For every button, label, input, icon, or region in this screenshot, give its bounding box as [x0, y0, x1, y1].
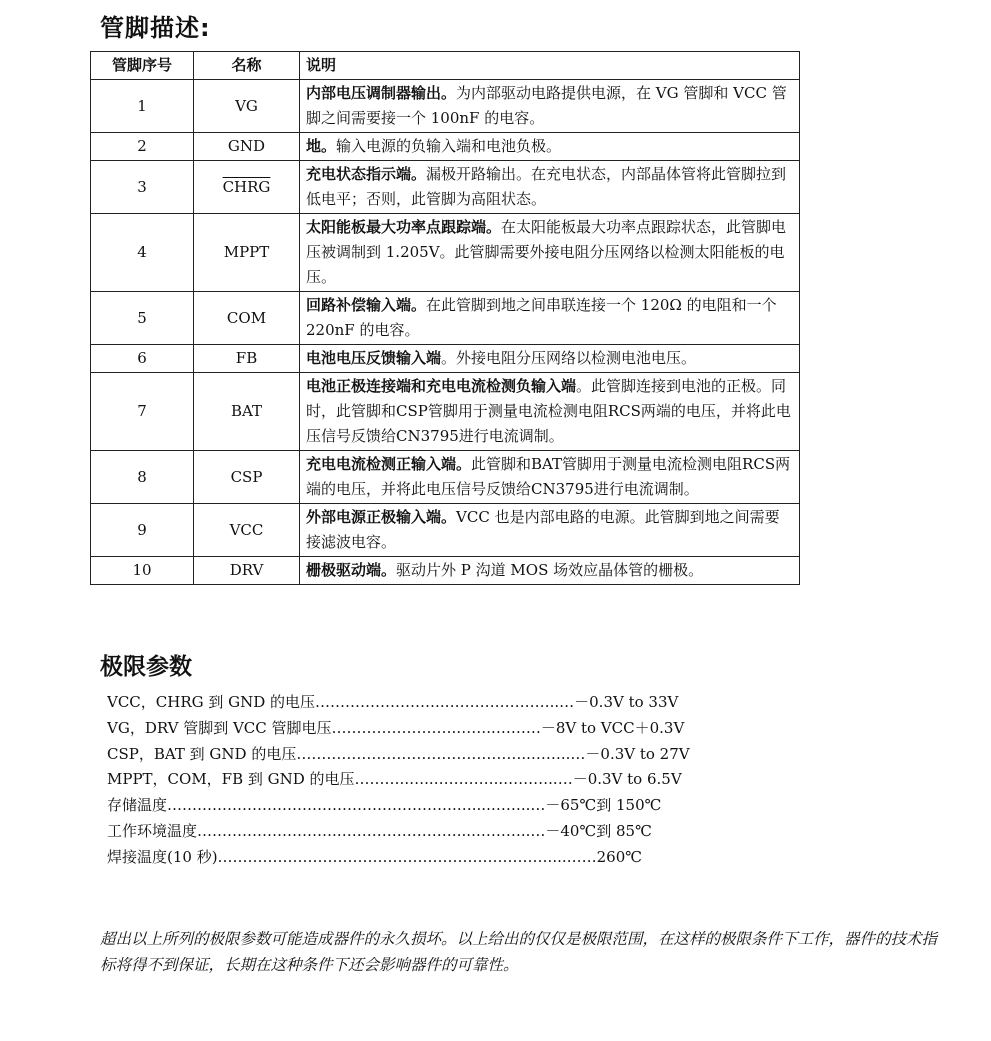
list-item: 存储温度………………………………………………….…....……..…－65℃到 150℃: [107, 796, 662, 815]
pin-name: VCC: [194, 504, 300, 557]
pin-name: MPPT: [194, 214, 300, 292]
pin-description: [300, 292, 800, 345]
table-row: [91, 504, 800, 557]
pin-description: [300, 214, 800, 292]
pin-detail: 。此管脚连接到电池的正极。同时，此管脚和CSP管脚用于测量电流检测电阻RCS两端的电压，并将此电压信号反馈给CN3795进行电流调制。: [306, 377, 791, 445]
pin-function: 太阳能板最大功率点跟踪端。: [306, 218, 502, 236]
pin-number: 9: [91, 504, 194, 557]
pin-function: 充电状态指示端。: [306, 165, 427, 183]
pin-description-table: [90, 51, 800, 585]
table-row: [91, 557, 800, 585]
table-row: [91, 345, 800, 373]
pin-detail: 输入电源的负输入端和电池负极。: [336, 137, 562, 155]
table-row: [91, 133, 800, 161]
pin-name: COM: [194, 292, 300, 345]
table-row: [91, 373, 800, 451]
list-item: 工作环境温度……………………….……………………....………..…－40℃到 85℃: [107, 821, 652, 840]
pin-detail: 驱动片外 P 沟道 MOS 场效应晶体管的栅极。: [396, 561, 704, 579]
list-item: 焊接温度(10 秒)…………………………………………………………....……260℃: [107, 847, 643, 866]
pin-detail: 在太阳能板最大功率点跟踪状态，此管脚电压被调制到 1.205V。此管脚需要外接电阻分压网络以检测太阳能板的电压。: [306, 218, 787, 286]
list-item: CSP，BAT 到 GND 的电压………………………………………..……..…－0.3V to 27V: [107, 744, 690, 763]
pin-number: 3: [91, 161, 194, 214]
header-pin-number: 管脚序号: [91, 52, 194, 80]
pin-description: [300, 451, 800, 504]
table-row: [91, 214, 800, 292]
pin-function: 回路补偿输入端。: [306, 296, 427, 314]
pin-function: 外部电源正极输入端。: [306, 508, 457, 526]
absolute-max-ratings-title: 极限参数: [100, 654, 192, 680]
pin-name: DRV: [194, 557, 300, 585]
list-item: MPPT，COM，FB 到 GND 的电压………..…..…………..………..…－0.3V to 6.5V: [107, 770, 682, 789]
pin-description: [300, 345, 800, 373]
pin-description: [300, 373, 800, 451]
pin-description: [300, 504, 800, 557]
pin-description: [300, 161, 800, 214]
pin-description: [300, 133, 800, 161]
pin-number: 1: [91, 80, 194, 133]
pin-name: CSP: [194, 451, 300, 504]
pin-detail: 漏极开路输出。在充电状态，内部晶体管将此管脚拉到低电平；否则，此管脚为高阻状态。: [306, 165, 787, 208]
pin-number: 2: [91, 133, 194, 161]
pin-name: GND: [194, 133, 300, 161]
pin-number: 8: [91, 451, 194, 504]
pin-detail: VCC 也是内部电路的电源。此管脚到地之间需要接滤波电容。: [306, 508, 780, 551]
pin-detail: 此管脚和BAT管脚用于测量电流检测电阻RCS两端的电压，并将此电压信号反馈给CN3795进行电流调制。: [306, 455, 791, 498]
pin-number: 5: [91, 292, 194, 345]
pin-number: 7: [91, 373, 194, 451]
ratings-warning-note: 超出以上所列的极限参数可能造成器件的永久损坏。以上给出的仅仅是极限范围，在这样的极限条件下工作，器件的技术指标将得不到保证，长期在这种条件下还会影响器件的可靠性。: [100, 930, 938, 974]
pin-name: VG: [194, 80, 300, 133]
header-pin-description: 说明: [300, 52, 800, 80]
table-header-row: [91, 52, 800, 80]
pin-name-overlined: CHRG: [222, 177, 271, 196]
pin-function: 电池电压反馈输入端: [306, 349, 442, 367]
header-pin-name: 名称: [194, 52, 300, 80]
pin-function: 地。: [306, 137, 337, 155]
pin-detail: 在此管脚到地之间串联连接一个 120Ω 的电阻和一个 220nF 的电容。: [306, 296, 777, 339]
list-item: VCC，CHRG 到 GND 的电压……………………..…………………..…－0.3V to 33V: [107, 693, 679, 711]
pin-function: 电池正极连接端和充电电流检测负输入端: [306, 377, 577, 395]
absolute-max-ratings-list: [107, 690, 747, 871]
pin-number: 6: [91, 345, 194, 373]
list-item: VG，DRV 管脚到 VCC 管脚电压…………………….……..………－8V to VCC＋0.3V: [107, 718, 685, 737]
pin-description-title: 管脚描述:: [100, 14, 211, 42]
pin-description: [300, 80, 800, 133]
pin-function: 充电电流检测正输入端。: [306, 455, 472, 473]
table-row: [91, 451, 800, 504]
table-row: [91, 80, 800, 133]
table-row: [91, 292, 800, 345]
pin-name: BAT: [194, 373, 300, 451]
pin-number: 10: [91, 557, 194, 585]
pin-function: 内部电压调制器输出。: [306, 84, 457, 102]
pin-detail: 为内部驱动电路提供电源，在 VG 管脚和 VCC 管脚之间需要接一个 100nF 的电容。: [306, 84, 787, 127]
pin-number: 4: [91, 214, 194, 292]
pin-function: 栅极驱动端。: [306, 561, 397, 579]
table-row: [91, 161, 800, 214]
pin-name: [194, 161, 300, 214]
pin-description: [300, 557, 800, 585]
pin-detail: 。外接电阻分压网络以检测电池电压。: [441, 349, 697, 367]
pin-name: FB: [194, 345, 300, 373]
